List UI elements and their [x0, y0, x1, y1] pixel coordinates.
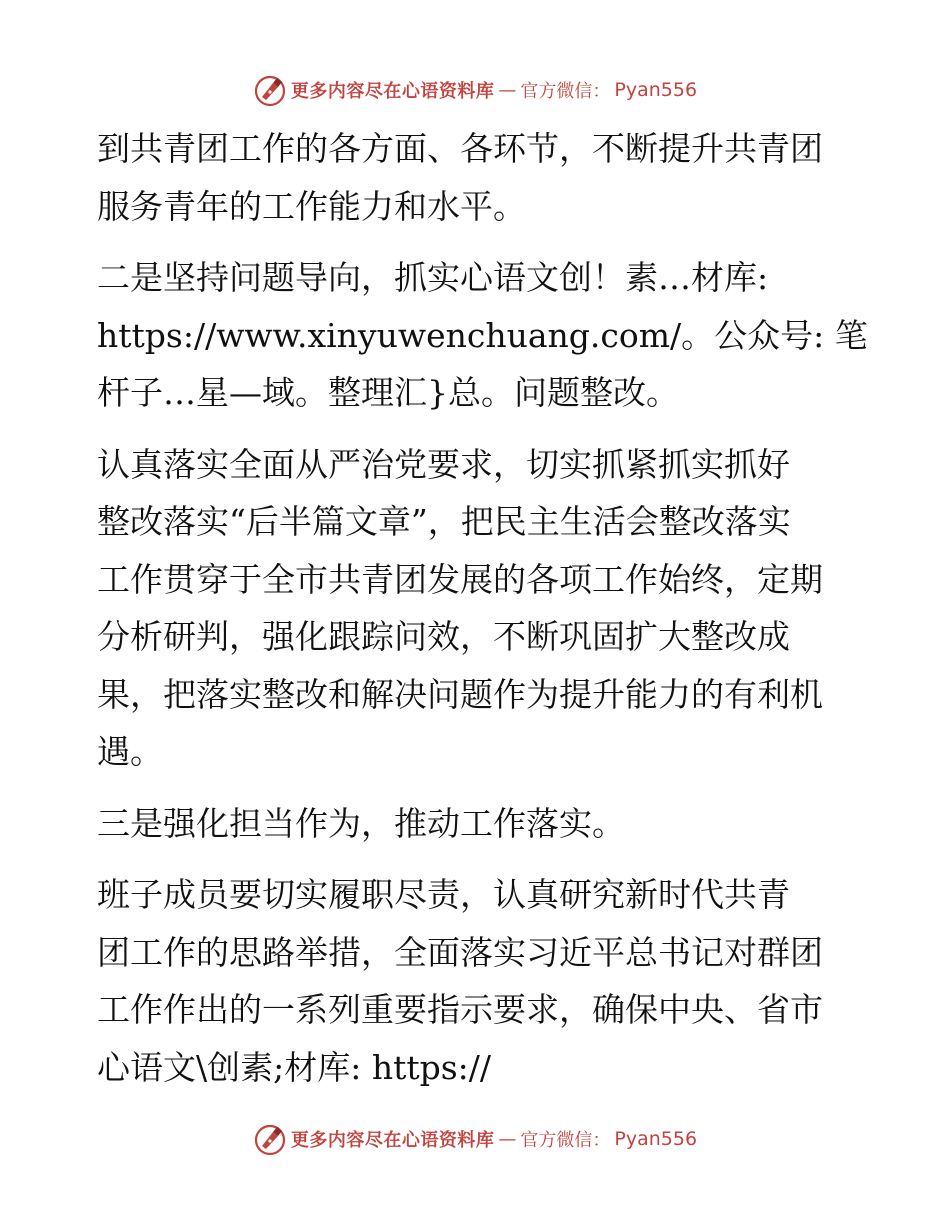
text-line: 班子成员要切实履职尽责，认真研究新时代共青	[97, 875, 790, 914]
text-line: 果，把落实整改和解决问题作为提升能力的有利机	[97, 674, 823, 714]
document-body	[97, 120, 868, 1110]
text-line: 三是强化担当作为，推动工作落实。	[97, 803, 625, 843]
paragraph-4	[97, 795, 857, 853]
text-line: 工作作出的一系列重要指示要求，确保中央、省市	[97, 990, 823, 1029]
text-line: 分析研判，强化跟踪问效，不断巩固扩大整改成	[97, 617, 790, 656]
footer-banner	[0, 1119, 950, 1159]
banner-dash: —	[498, 79, 517, 101]
banner-official-label: 官方微信：	[520, 1130, 611, 1151]
paragraph-1	[97, 120, 857, 235]
footer-banner-inner	[253, 1122, 697, 1156]
pen-nib-logo-icon	[253, 1122, 287, 1156]
text-line: 认真落实全面从严治党要求，切实抓紧抓实抓好	[97, 444, 790, 484]
paragraph-5	[97, 866, 857, 1096]
text-line: 团工作的思路举措，全面落实习近平总书记对群团	[97, 932, 823, 972]
banner-site-text: 更多内容尽在心语资料库	[290, 81, 495, 102]
paragraph-3	[97, 436, 857, 781]
text-line: 心语文\创素;材库: https://	[97, 1047, 492, 1087]
text-line: 遇。	[97, 732, 163, 771]
pen-nib-logo-icon	[253, 73, 287, 107]
text-line: 到共青团工作的各方面、各环节，不断提升共青团	[97, 129, 823, 168]
paragraph-2	[97, 249, 868, 422]
header-banner	[0, 70, 950, 110]
banner-site-text: 更多内容尽在心语资料库	[290, 1130, 495, 1151]
text-line: https://www.xinyuwenchuang.com/。公众号: 笔	[97, 315, 868, 355]
text-line: 工作贯穿于全市共青团发展的各项工作始终，定期	[97, 559, 823, 599]
banner-wechat-id: Pyan556	[614, 79, 698, 101]
text-line: 杆子…星—域。整理汇}总。问题整改。	[97, 373, 679, 412]
header-banner-inner	[253, 73, 697, 107]
banner-wechat-id: Pyan556	[614, 1128, 698, 1150]
text-line: 服务青年的工作能力和水平。	[97, 186, 526, 226]
banner-dash: —	[498, 1128, 517, 1150]
banner-official-label: 官方微信：	[520, 81, 611, 102]
text-line: 二是坚持问题导向，抓实心语文创！素…材库:	[97, 258, 769, 297]
text-line: 整改落实“后半篇文章”，把民主生活会整改落实	[97, 502, 791, 541]
